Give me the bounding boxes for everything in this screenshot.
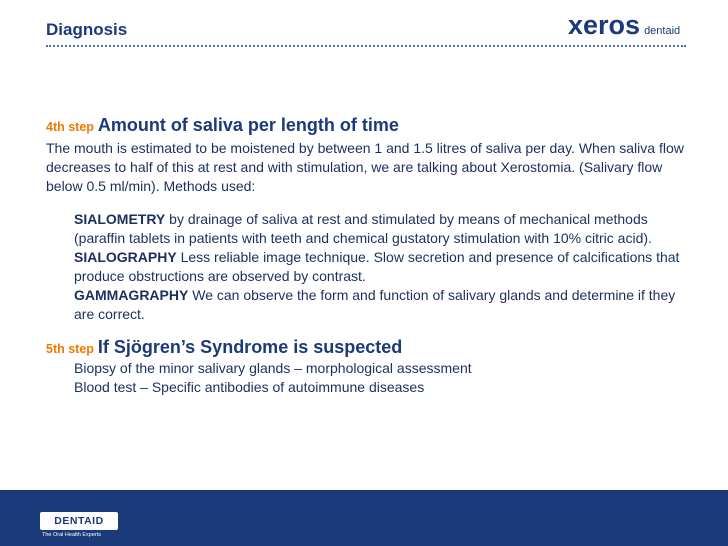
method-term: SIALOGRAPHY (74, 249, 177, 265)
methods-list (74, 210, 696, 324)
step5-line-biopsy: Biopsy of the minor salivary glands – morphological assessment (74, 360, 472, 376)
step5-heading (46, 338, 696, 359)
step5-line-blood-test: Blood test – Specific antibodies of autoimmune diseases (74, 379, 425, 395)
step4-number: 4th step (46, 120, 94, 134)
footer-bar (0, 490, 728, 546)
page-title: Diagnosis (46, 20, 128, 39)
step4-title: Amount of saliva per length of time (97, 115, 399, 135)
method-item-sialography (74, 248, 696, 286)
step5-title: If Sjögren’s Syndrome is suspected (97, 337, 403, 357)
logo-xeros-text: xeros (568, 10, 641, 40)
method-text: We can observe the form and function of salivary glands and determine if they are correct. (74, 287, 676, 322)
method-term: SIALOMETRY (74, 211, 166, 227)
method-item-sialometry (74, 210, 696, 248)
method-term: GAMMAGRAPHY (74, 287, 189, 303)
dentaid-logo-text: DENTAID (54, 515, 104, 527)
step4-heading (46, 116, 696, 137)
header-divider (46, 45, 686, 47)
xeros-logo (568, 10, 680, 38)
slide-content (46, 116, 696, 397)
step4-intro: The mouth is estimated to be moistened by between 1 and 1.5 litres of saliva per day. When saliva flow decreases to half of this at rest and with stimulation, we are talking about Xerostomia. (Salivary flow below 0.5 ml/min). Methods used: (46, 140, 684, 194)
step5-number: 5th step (46, 342, 94, 356)
method-item-gammagraphy (74, 286, 696, 324)
logo-dentaid-text: dentaid (644, 25, 681, 37)
footer-tagline: The Oral Health Experts (42, 532, 101, 538)
method-text: by drainage of saliva at rest and stimulated by means of mechanical methods (paraffin tablets in patients with teeth and chemical gustatory stimulation with 10% citric acid). (74, 211, 652, 246)
method-text: Less reliable image technique. Slow secretion and presence of calcifications that produce obstructions are observed by contrast. (74, 249, 680, 284)
dentaid-logo (40, 512, 118, 530)
